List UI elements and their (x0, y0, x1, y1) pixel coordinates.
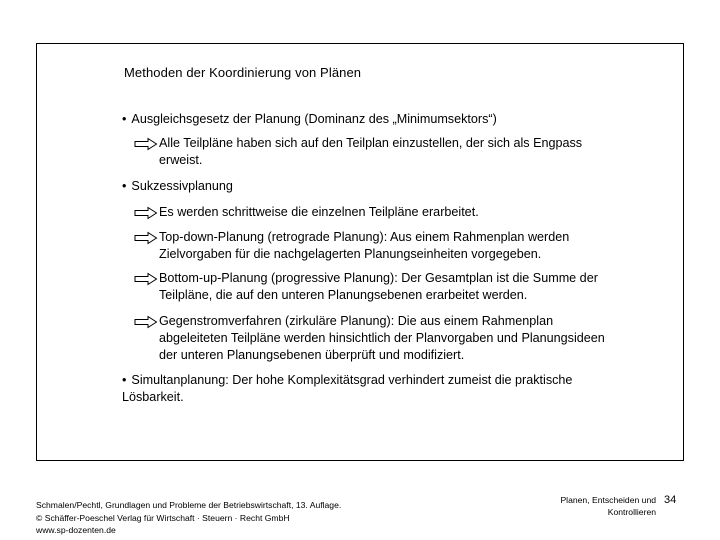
page-number: 34 (664, 494, 677, 506)
subitem-text: Gegenstromverfahren (zirkuläre Planung): Die aus einem Rahmenplan abgeleiteten Teilpläne werden hinsichtlich der Planvorgaben und Planungsideen der unteren Planungsebenen überprüft und modifiziert. (159, 314, 605, 362)
footer-chapter (506, 494, 656, 518)
subitem-schrittweise (134, 204, 624, 221)
subitem-text: Bottom-up-Planung (progressive Planung): Der Gesamtplan ist die Summe der Teilpläne, die auf den unteren Planungsebenen erarbeitet werden. (159, 271, 598, 302)
footer-chapter-line2: Kontrollieren (607, 507, 656, 517)
subitem-text: Top-down-Planung (retrograde Planung): Aus einem Rahmenplan werden Zielvorgaben für die nachgelagerten Planungseinheiten vorgegeben. (159, 230, 570, 261)
subitem-text: Es werden schrittweise die einzelnen Teilpläne erarbeitet. (159, 205, 479, 219)
arrow-right-icon (134, 206, 158, 220)
bullet-text: Sukzessivplanung (131, 179, 233, 193)
arrow-right-icon (134, 231, 158, 245)
footer-chapter-line1: Planen, Entscheiden und (560, 495, 656, 505)
bullet-text: Ausgleichsgesetz der Planung (Dominanz des „Minimumsektors“) (131, 112, 497, 126)
bullet-text: Simultanplanung: Der hohe Komplexitätsgrad verhindert zumeist die praktische Lösbarkeit. (122, 373, 573, 404)
arrow-right-icon (134, 272, 158, 286)
bullet-simultanplanung (122, 372, 632, 406)
footer-source-line1: Schmalen/Pechtl, Grundlagen und Probleme der Betriebswirtschaft, 13. Auflage. (36, 500, 342, 510)
arrow-right-icon (134, 315, 158, 329)
bullet-dot: • (122, 112, 127, 126)
footer-source (36, 499, 341, 537)
footer-source-line2: © Schäffer-Poeschel Verlag für Wirtschaft · Steuern · Recht GmbH (36, 512, 290, 523)
arrow-right-icon (134, 137, 158, 151)
subitem-bottom-up (134, 270, 624, 304)
footer-source-line3: www.sp-dozenten.de (36, 525, 116, 536)
bullet-dot: • (122, 179, 127, 193)
slide-title: Methoden der Koordinierung von Plänen (124, 65, 362, 80)
bullet-ausgleichsgesetz (122, 111, 632, 128)
bullet-dot: • (122, 373, 127, 387)
subitem-gegenstrom (134, 313, 624, 364)
subitem-engpass (134, 135, 624, 169)
subitem-top-down (134, 229, 624, 263)
bullet-sukzessivplanung (122, 178, 632, 195)
subitem-text: Alle Teilpläne haben sich auf den Teilplan einzustellen, der sich als Engpass erweist. (159, 136, 583, 167)
